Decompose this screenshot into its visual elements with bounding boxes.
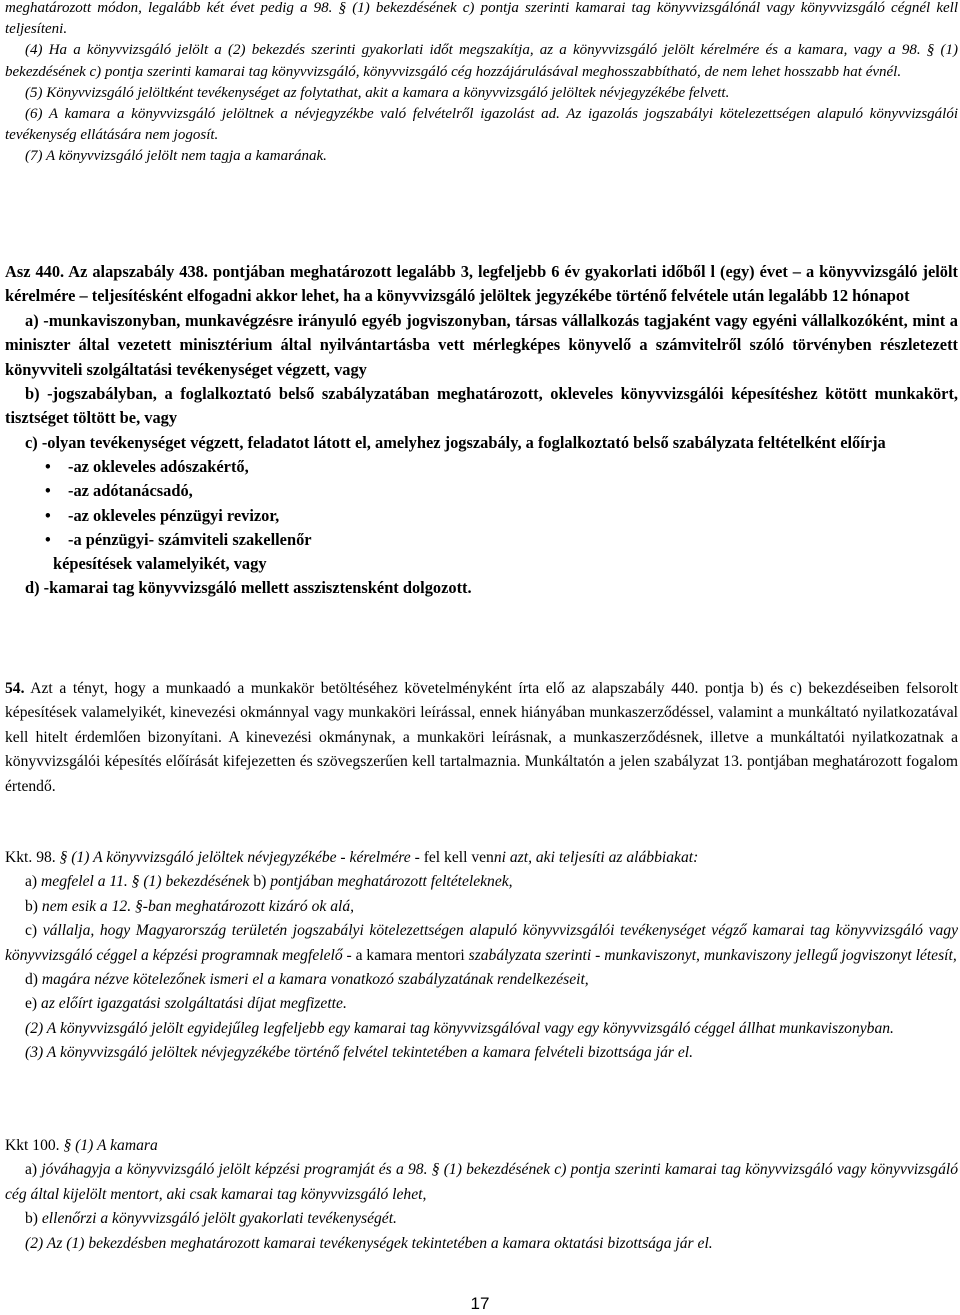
kkt-98-item-b: b) nem esik a 12. §-ban meghatározott kizáró ok alá, — [25, 897, 355, 915]
list-item: • -az okleveles adószakértő, — [45, 455, 958, 479]
section-kkt-100 — [5, 1134, 958, 1256]
bullet-icon: • — [45, 505, 51, 525]
list-item: • -az okleveles pénzügyi revizor, — [45, 504, 958, 528]
qualification-list — [5, 455, 958, 552]
kkt-98-item-d: d) magára nézve kötelezőnek ismeri el a kamara vonatkozó szabályzatának rendelkezéseit, — [25, 971, 589, 989]
section-kkt-98 — [5, 846, 958, 1066]
page-number: 17 — [470, 1294, 490, 1313]
asz-440-item-a: a) -munkaviszonyban, munkavégzésre irányuló egyéb jogviszonyban, társas vállalkozás tagjaként vagy egyéni vállalkozóként, mint a miniszter által vezetett minisztérium által nyilvántartásba vett mérlegképes könyvelő a számvitelről szóló törvényben részletezett könyvviteli szolgáltatási tevékenységet végzett, vagy — [5, 310, 958, 379]
kkt-100-item-b: b) ellenőrzi a könyvvizsgáló jelölt gyakorlati tevékenységét. — [25, 1210, 397, 1228]
kkt-98-item-e: e) az előírt igazgatási szolgáltatási díjat megfizette. — [25, 995, 347, 1013]
asz-440-after-list: képesítések valamelyikét, vagy — [53, 554, 267, 574]
bullet-icon: • — [45, 481, 51, 501]
kkt-98-heading: Kkt. 98. § (1) A könyvvizsgáló jelöltek névjegyzékébe - kérelmére - fel kell venni azt, aki teljesíti az alábbiakat: — [5, 849, 699, 866]
paragraph-7: (7) A könyvvizsgáló jelölt nem tagja a kamarának. — [25, 148, 327, 165]
section-point-54 — [5, 677, 958, 799]
kkt-98-paragraph-3: (3) A könyvvizsgáló jelöltek névjegyzékébe történő felvétel tekintetében a kamara felvételi bizottsága jár el. — [25, 1044, 693, 1062]
paragraph-continuation: meghatározott módon, legalább két évet pedig a 98. § (1) bekezdésének c) pontja szerinti kamarai tag könyvvizsgálónál vagy könyvvizsgáló cégnél kell teljesíteni. — [5, 0, 958, 38]
bullet-icon: • — [45, 457, 51, 477]
kkt-100-paragraph-2: (2) Az (1) bekezdésben meghatározott kamarai tevékenységek tekintetében a kamara oktatási bizottsága jár el. — [25, 1234, 713, 1252]
section-asz-440 — [5, 260, 958, 601]
asz-440-item-b: b) -jogszabályban, a foglalkoztató belső szabályzatában meghatározott, okleveles könyvvizsgálói képesítéshez kötött munkakört, tisztséget töltött be, vagy — [5, 384, 958, 428]
kkt-98-item-a: a) megfelel a 11. § (1) bekezdésének b) pontjában meghatározott feltételeknek, — [25, 873, 513, 891]
kkt-98-item-c: c) vállalja, hogy Magyarország területén jogszabályi kötelezettségen alapuló könyvvizsgálói tevékenységet végző kamarai tag könyvvizsgáló vagy könyvvizsgáló céggel a képzési programnak megfelelő - a kamara mentori szabályzata szerinti - munkaviszonyt, munkaviszony jellegű jogviszonyt létesít, — [5, 922, 959, 964]
asz-440-item-d: d) -kamarai tag könyvvizsgáló mellett asszisztensként dolgozott. — [25, 578, 472, 598]
paragraph-5: (5) Könyvvizsgáló jelöltként tevékenységet az folytathat, akit a kamara a könyvvizsgáló jelöltek névjegyzékébe felvett. — [25, 84, 730, 101]
asz-440-item-c: c) -olyan tevékenységet végzett, feladatot látott el, amelyhez jogszabály, a foglalkoztató belső szabályzata feltételként előírja — [25, 432, 886, 452]
kkt-98-paragraph-2: (2) A könyvvizsgáló jelölt egyidejűleg legfeljebb egy kamarai tag könyvvizsgálóval vagy egy könyvvizsgáló céggel állhat munkaviszonyban. — [25, 1019, 894, 1037]
list-item: • -az adótanácsadó, — [45, 479, 958, 503]
kkt-100-heading: Kkt 100. § (1) A kamara — [5, 1137, 158, 1154]
kkt-100-item-a: a) jóváhagyja a könyvvizsgáló jelölt képzési programját és a 98. § (1) bekezdésének c) pontja szerinti kamarai tag könyvvizsgáló vagy könyvvizsgáló cég által kijelölt mentort, aki csak kamarai tag könyvvizsgáló lehet, — [5, 1161, 959, 1203]
paragraph-4: (4) Ha a könyvvizsgáló jelölt a (2) bekezdés szerinti gyakorlati időt megszakítja, az a könyvvizsgáló jelölt kérelmére és a kamara, vagy a 98. § (1) bekezdésének c) pontja szerinti kamarai tag könyvvizsgáló, könyvvizsgáló cég hozzájárulásával meghosszabbítható, de nem lehet hosszabb hat évnél. — [5, 42, 958, 80]
list-item: • -a pénzügyi- számviteli szakellenőr — [45, 528, 958, 552]
point-54-paragraph: 54. Azt a tényt, hogy a munkaadó a munkakör betöltéséhez követelményként írta elő az alapszabály 440. pontja b) és c) bekezdéseiben felsorolt képesítések valamelyikét, kinevezési okmánnyal vagy munkaköri leírással, ennek hiányában munkaszerződéssel, valamint a munkáltató nyilatkozatával kell hitelt érdemlően bizonyítani. A kinevezési okmánynak, a munkaköri leírásnak, a munkaszerződésnek, illetve a munkáltatói nyilatkozatnak a könyvvizsgálói képesítés előírását kifejezetten és szövegszerűen kell tartalmaznia. Munkáltatón a jelen szabályzat 13. pontjában meghatározott fogalom értendő. — [5, 680, 958, 795]
section-gyakorlati-ido — [5, 0, 958, 168]
bullet-icon: • — [45, 529, 51, 549]
paragraph-6: (6) A kamara a könyvvizsgáló jelöltnek a névjegyzékbe való felvételről igazolást ad. Az igazolás jogszabályi kötelezettségen alapuló könyvvizsgálói tevékenység ellátására nem jogosít. — [5, 106, 958, 144]
asz-440-heading: Asz 440. Az alapszabály 438. pontjában meghatározott legalább 3, legfeljebb 6 év gyakorlati időből l (egy) évet – a könyvvizsgáló jelölt kérelmére – teljesítésként elfogadni akkor lehet, ha a könyvvizsgáló jelöltek jegyzékébe történő felvétele után legalább 12 hónapot — [5, 262, 958, 306]
point-54-number: 54. — [5, 680, 25, 697]
